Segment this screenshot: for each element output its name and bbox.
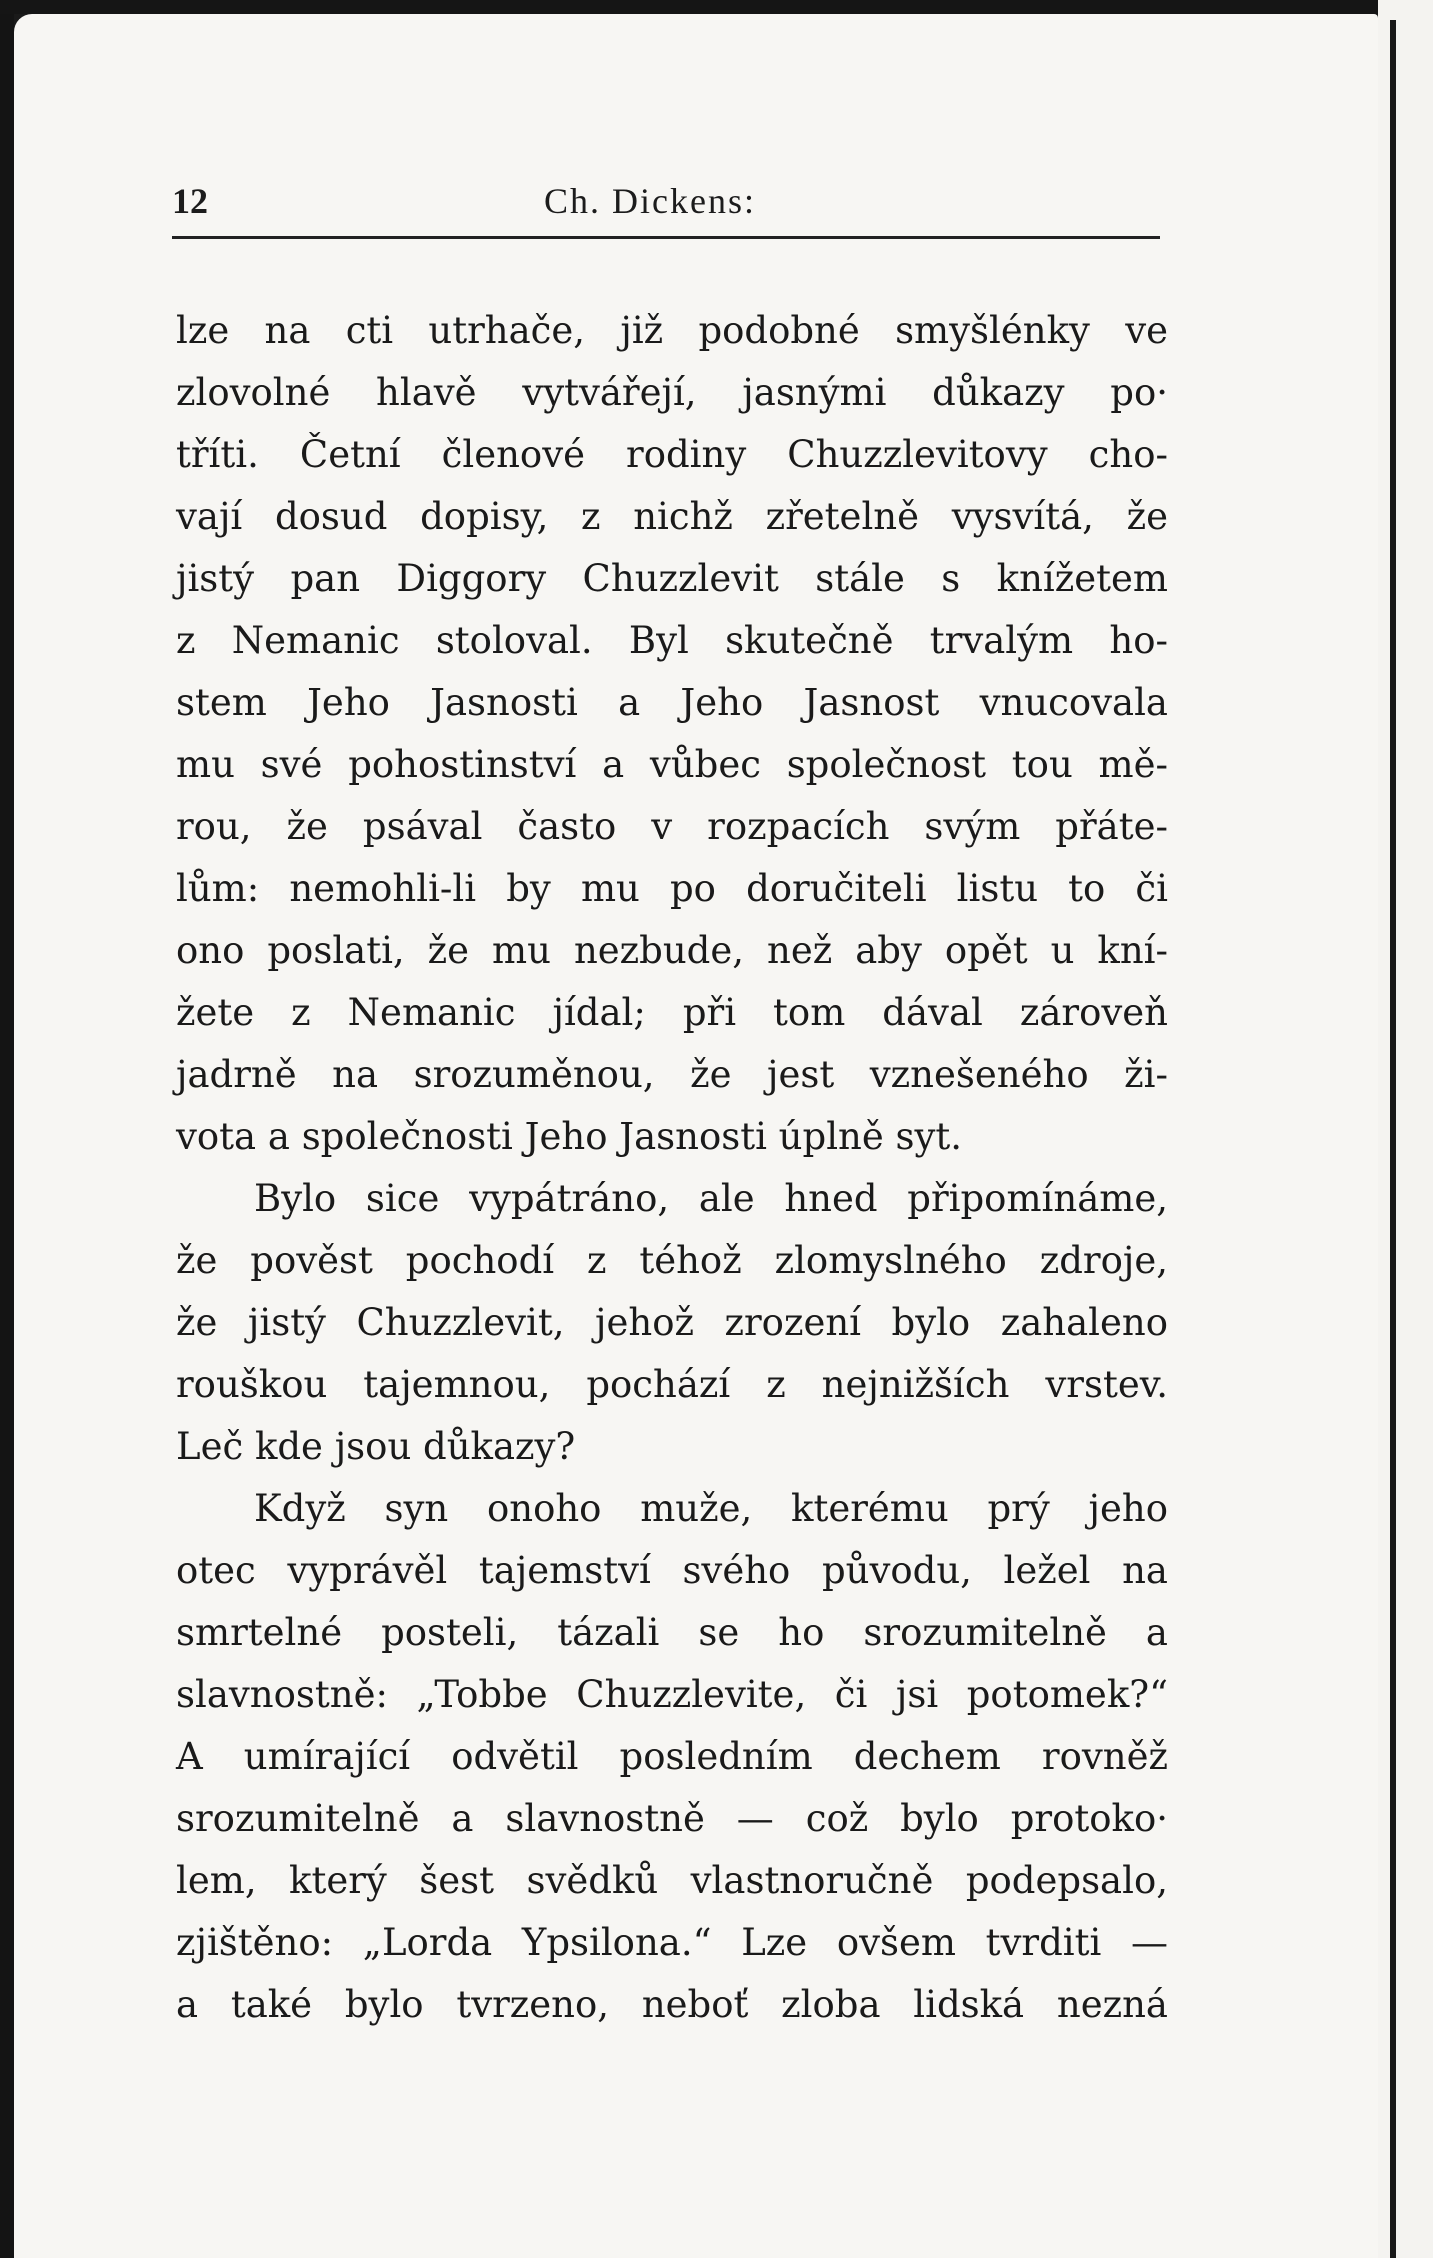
text-line: že jistý Chuzzlevit, jehož zrození bylo zahaleno xyxy=(176,1301,1168,1344)
text-line: otec vyprávěl tajemství svého původu, ležel na xyxy=(176,1549,1168,1592)
scan-left-edge xyxy=(0,0,14,2258)
text-line: vota a společnosti Jeho Jasnosti úplně syt. xyxy=(176,1115,963,1158)
text-line: rou, že psával často v rozpacích svým přáte- xyxy=(176,805,1168,848)
text-line: ono poslati, že mu nezbude, než aby opět u kní- xyxy=(176,929,1168,972)
text-line: smrtelné posteli, tázali se ho srozumitelně a xyxy=(176,1611,1168,1654)
running-head: Ch. Dickens: xyxy=(544,181,756,221)
text-line: rouškou tajemnou, pochází z nejnižších vrstev. xyxy=(176,1363,1168,1406)
text-line: lům: nemohli-li by mu po doručiteli listu to či xyxy=(176,867,1168,910)
text-line: že pověst pochodí z téhož zlomyslného zdroje, xyxy=(176,1239,1168,1282)
text-line: jistý pan Diggory Chuzzlevit stále s knížetem xyxy=(176,557,1168,600)
text-line: zlovolné hlavě vytvářejí, jasnými důkazy po· xyxy=(176,371,1168,414)
text-line: žete z Nemanic jídal; při tom dával zároveň xyxy=(176,991,1168,1034)
text-line: stem Jeho Jasnosti a Jeho Jasnost vnucovala xyxy=(176,681,1168,724)
scan-top-edge xyxy=(0,0,1433,14)
text-line: slavnostně: „Tobbe Chuzzlevite, či jsi potomek?“ xyxy=(176,1673,1168,1716)
page-number: 12 xyxy=(172,181,208,221)
text-line: zjištěno: „Lorda Ypsilona.“ Lze ovšem tvrditi — xyxy=(176,1921,1168,1964)
text-line: tříti. Četní členové rodiny Chuzzlevitovy cho- xyxy=(176,433,1168,476)
text-line: Leč kde jsou důkazy? xyxy=(176,1425,576,1468)
scan-right-edge xyxy=(1378,0,1433,2258)
text-line: a také bylo tvrzeno, neboť zloba lidská nezná xyxy=(176,1983,1168,2026)
text-line: lem, který šest svědků vlastnoručně podepsalo, xyxy=(176,1859,1168,1902)
body-text xyxy=(176,300,1168,2036)
text-line: Když syn onoho muže, kterému prý jeho xyxy=(254,1487,1168,1530)
page-edge-line xyxy=(1390,20,1396,2258)
text-line: z Nemanic stoloval. Byl skutečně trvalým ho- xyxy=(176,619,1168,662)
text-line: Bylo sice vypátráno, ale hned připomínáme, xyxy=(254,1177,1168,1220)
text-line: srozumitelně a slavnostně — což bylo protoko· xyxy=(176,1797,1168,1840)
text-line: lze na cti utrhače, již podobné smyšlénky ve xyxy=(176,309,1168,352)
page-header xyxy=(172,176,1160,239)
text-line: jadrně na srozuměnou, že jest vznešeného ži- xyxy=(176,1053,1168,1096)
text-line: mu své pohostinství a vůbec společnost tou mě- xyxy=(176,743,1168,786)
text-line: A umírající odvětil posledním dechem rovněž xyxy=(176,1735,1168,1778)
text-line: vají dosud dopisy, z nichž zřetelně vysvítá, že xyxy=(176,495,1168,538)
